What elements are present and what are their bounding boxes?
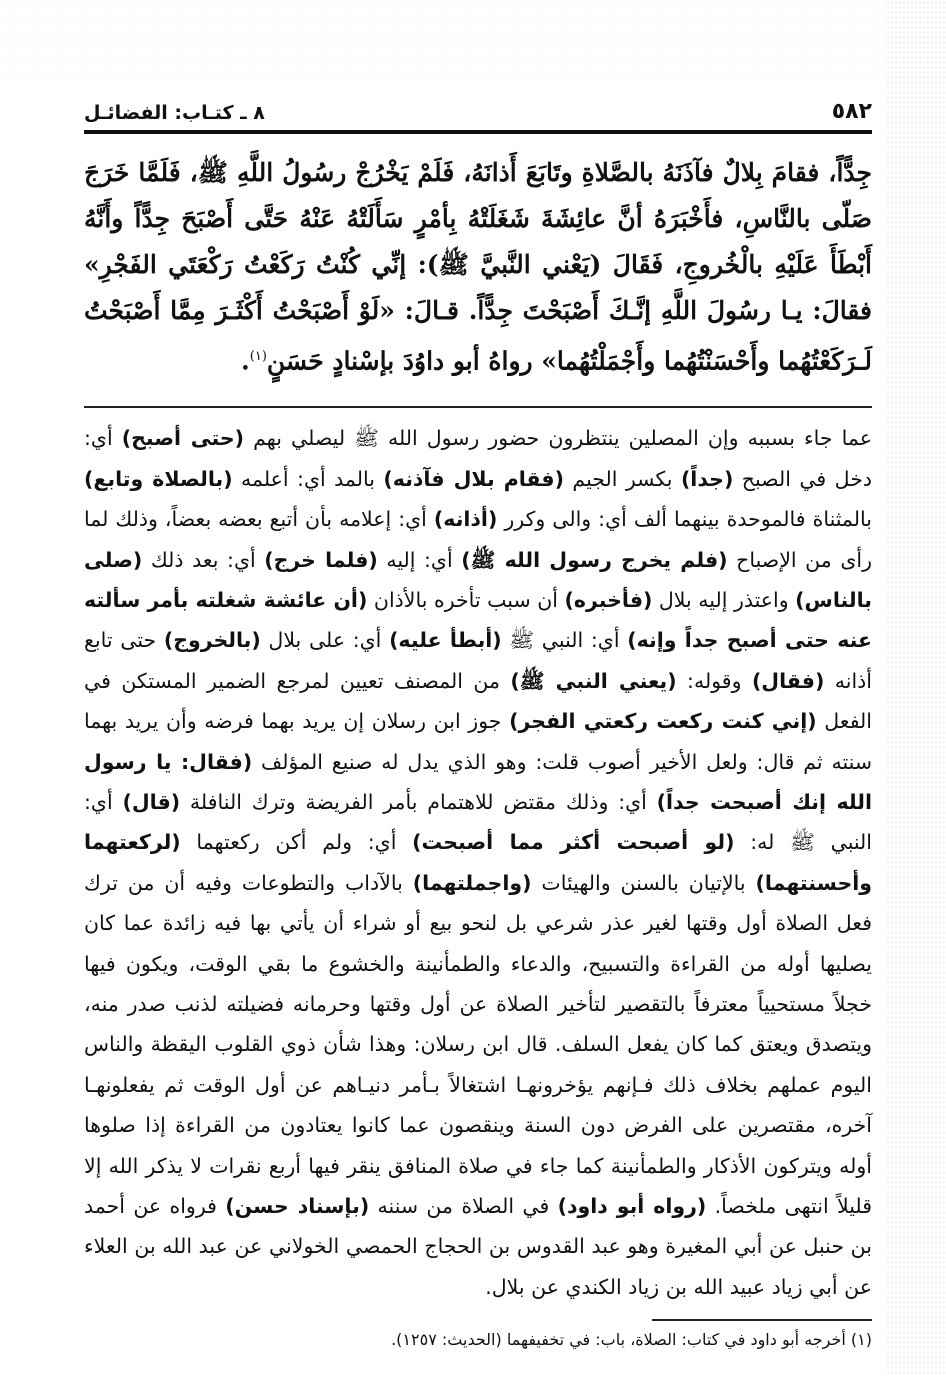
footnote: (١) أخرجه أبو داود في كتاب: الصلاة، باب: في تخفيفهما (الحديث: ١٢٥٧).: [391, 1330, 872, 1350]
commentary-run: وقوله:: [676, 668, 752, 693]
commentary-run: بالآداب والتطوعات وفيه أن من ترك فعل الصلاة أول وقتها لغير عذر شرعي بل لنحو بيع أو شراء أن يأتي بها فيه زائدة عما كان يصليها أوله من القراءة والتسبيح، والدعاء والطمأنينة والخشوع ما بقي الوقت، ويكون فيها خجلاً مستحيياً معترفاً بالتقصير لتأخير الصلاة عن أول وقتها وحرمانه فضيلته لذنب صدر منه، ويتصدق ويعتق كما كان يفعل السلف. قال ابن رسلان: وهذا شأن ذوي القلوب اليقظة والناس اليوم عملهم بخلاف ذلك فـإنهم يؤخرونهـا اشتغالاً بـأمر دنيـاهم عن أول الوقت ثم يفعلونهـا آخره، مقتصرين على الفرض دون السنة وينقصون عما كانوا يعتادون من القراءة إذا صلوها أوله ويتركون الأذكار والطمأنينة كما جاء في صلاة المنافق ينقر فيها أربع نقرات لا يذكر الله إلا قليلاً انتهى ملخصاً.: [84, 870, 872, 1219]
commentary-separator: [84, 406, 872, 408]
commentary-run: أي: على بلال: [260, 628, 390, 653]
commentary-run: جوز ابن رسلان إن يريد بهما فرضه وأن يريد بهما سنته ثم قال: ولعل الأخير أصوب قلت: وهو الذي يدل له صنيع المؤلف: [84, 709, 872, 774]
hadith-line: جِدًّاً، فقامَ بِلالٌ فآذَنَهُ بالصَّلاةِ وتَابَعَ أَذانَهُ، فَلَمْ يَخْرُجْ رسُولُ اللَّهِ ﷺ، فَلَمَّا: [138, 158, 872, 187]
quoted-phrase: (لركعتهما وأحسنتهما): [84, 830, 873, 895]
quoted-phrase: (صلى بالناس): [84, 547, 872, 612]
page-number: ٥٨٢: [831, 99, 872, 124]
commentary-run: بالإتيان بالسنن والهيئات: [531, 870, 756, 895]
hadith-text: [84, 150, 872, 384]
quoted-phrase: (أبطأ عليه): [389, 628, 502, 653]
quoted-phrase: (فلما خرج): [264, 547, 378, 572]
hadith-line: أَبْطَأَ عَلَيْهِ بالْخُروجِ، فَقَالَ (يَعْني النَّبيَّ ﷺ): إنِّي كُنْتُ رَكَعْتُ رَكْعَتَي الفَجْرِ» فقالَ:: [84, 250, 872, 325]
footnote-separator: [652, 1319, 872, 1321]
quoted-phrase: (فقال): [751, 668, 825, 693]
quoted-phrase: (فأخبره): [564, 587, 653, 612]
commentary-text: [84, 418, 872, 1307]
end-punctuation: .: [241, 346, 250, 376]
quoted-phrase: (أذانه): [433, 507, 498, 532]
quoted-phrase: (رواه أبو داود): [557, 1194, 707, 1219]
commentary-run: من المصنف تعيين لمرجع الضمير المستكن في الفعل: [84, 668, 873, 734]
page-edge-scan-texture: [886, 0, 946, 1376]
commentary-run: عما جاء بسببه وإن المصلين ينتظرون حضور رسول الله ﷺ ليصلي بهم: [244, 426, 872, 451]
quoted-phrase: (يعني النبي ﷺ): [510, 668, 677, 693]
quoted-phrase: (فقام بلال فآذنه): [383, 466, 564, 491]
quoted-phrase: (أن عائشة شغلته بأمر سألته عنه حتى أصبح جداً وإنه): [84, 587, 872, 653]
commentary-run: أي: إعلامه بأن أتبع بعضه بعضاً، وذلك لما رأى من الإصباح: [84, 507, 872, 572]
commentary-run: أي: بعد ذلك: [142, 547, 265, 572]
header-rule: [84, 130, 872, 134]
running-head: [84, 90, 872, 124]
quoted-phrase: (فلم يخرج رسول الله ﷺ): [461, 547, 728, 572]
quoted-phrase: (فقال: يا رسول الله إنك أصبحت جداً): [84, 749, 872, 814]
commentary-run: أن سبب تأخره بالأذان: [367, 587, 565, 612]
book-page: [84, 90, 872, 1353]
commentary-run: أي: وذلك مقتض للاهتمام بأمر الفريضة وترك النافلة: [180, 789, 657, 814]
footnote-marker[interactable]: (١): [249, 349, 267, 364]
commentary-run: في الصلاة من سننه: [369, 1194, 558, 1219]
quoted-phrase: (إني كنت ركعت ركعتي الفجر): [509, 709, 817, 734]
hadith-line: وأَحْسَنْتُهُما وأَجْمَلْتُهُما» رواهُ أبو داوُدَ بإسْنادٍ حَسَنٍ: [266, 346, 770, 376]
commentary-run: أي: ولم أكن ركعتهما: [180, 830, 413, 855]
commentary-run: أي: النبي ﷺ: [501, 628, 628, 653]
quoted-phrase: (بإسناد حسن): [225, 1194, 370, 1219]
quoted-phrase: (لو أصبحت أكثر مما أصبحت): [412, 830, 735, 855]
hadith-line: خَرَجَ صَلّى بالنَّاسِ، فأَخْبَرَهُ أنَّ عائِشَةَ شَغَلَتْهُ بِأمْرٍ سَأَلَتْهُ عَنْهُ حَتَّى أَصْبَحَ جِدًّاً وأَنَّهُ: [84, 158, 872, 233]
commentary-run: حتى تابع أذانه: [84, 628, 873, 693]
quoted-phrase: (بالصلاة وتابع): [84, 466, 233, 491]
commentary-run: أي: دخل في الصبح: [84, 426, 872, 491]
commentary-run: بالمد أي: أعلمه: [232, 466, 384, 491]
quoted-phrase: (قال): [122, 789, 181, 814]
quoted-phrase: (بالخروج): [163, 628, 261, 653]
commentary-run: أي: النبي ﷺ له:: [84, 789, 873, 855]
chapter-title: ٨ ـ كتـاب: الفضائـل: [84, 102, 265, 124]
commentary-run: أي: إليه: [377, 547, 462, 572]
hadith-line: يـا رسُولَ اللَّهِ إنَّـكَ أَصْبَحْتَ جِدًّاً. قـالَ: «لَوْ أَصْبَحْتُ أَكْثَـرَ مِمَّا أَصْبَحْتُ لَـرَكَعْتُهُما: [84, 296, 872, 376]
quoted-phrase: (واجملتهما): [412, 870, 532, 895]
commentary-run: واعتذر إليه بلال: [652, 587, 796, 612]
commentary-run: بكسر الجيم: [563, 466, 681, 491]
scan-texture: [0, 0, 946, 80]
commentary-run: بالمثناة فالموحدة بينهما ألف أي: والى وكرر: [497, 507, 872, 532]
quoted-phrase: (جداً): [680, 466, 734, 491]
commentary-run: فرواه عن أحمد بن حنبل عن أبي المغيرة وهو عبد القدوس بن الحجاج الحمصي الخولاني عن عبد الله بن العلاء عن أبي زياد عبيد الله بن زياد الكندي عن بلال.: [84, 1194, 872, 1299]
quoted-phrase: (حتى أصبح): [121, 426, 245, 451]
